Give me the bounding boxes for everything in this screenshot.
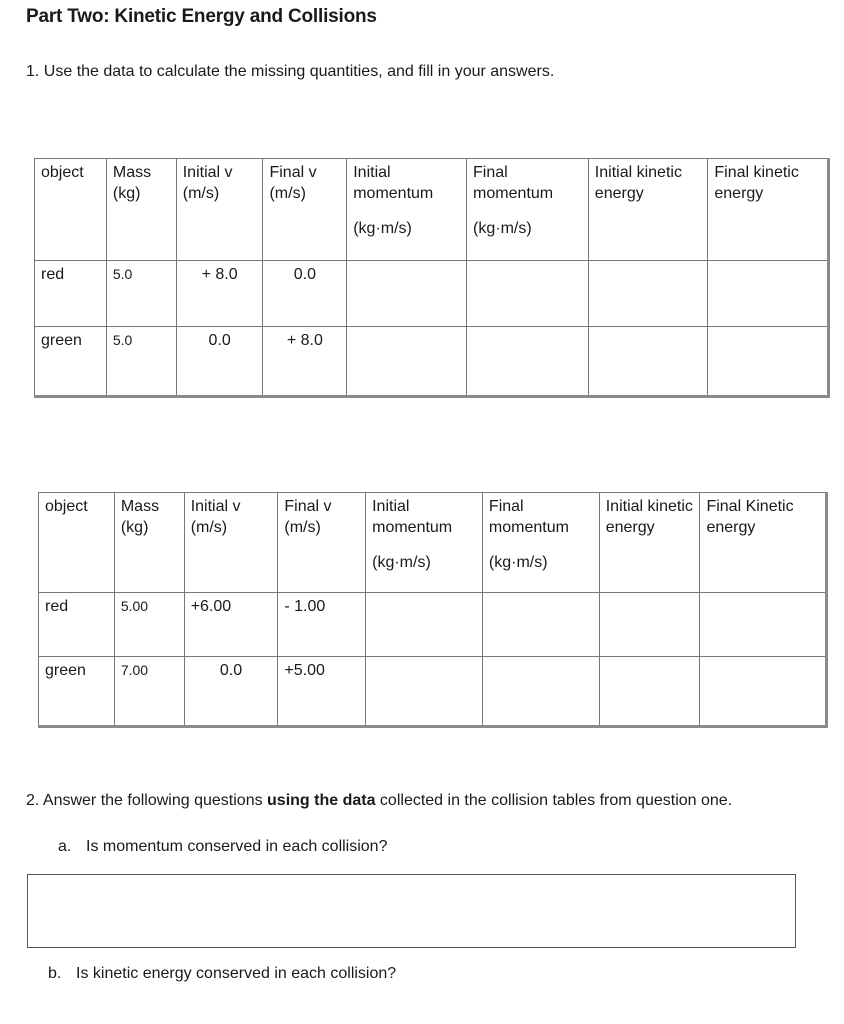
header-final-momentum-unit: (kg·m/s) xyxy=(488,554,548,571)
header-mass-unit: (kg) xyxy=(112,185,141,202)
cell-object: green xyxy=(35,327,107,397)
cell-mass: 7.00 xyxy=(114,657,184,727)
cell-object: red xyxy=(39,593,115,657)
cell-initial-momentum-blank[interactable] xyxy=(347,261,467,327)
header-initial-v-label: Initial v xyxy=(182,164,233,181)
cell-initial-momentum-blank[interactable] xyxy=(366,593,483,657)
cell-object: red xyxy=(35,261,107,327)
cell-final-ke-blank[interactable] xyxy=(700,593,827,657)
header-object: object xyxy=(39,493,115,593)
table-row xyxy=(39,593,827,657)
cell-final-v: - 1.00 xyxy=(278,593,366,657)
table-row xyxy=(39,657,827,727)
cell-initial-momentum-blank[interactable] xyxy=(366,657,483,727)
header-final-v-label: Final v xyxy=(269,164,317,181)
cell-initial-ke-blank[interactable] xyxy=(588,261,708,327)
cell-final-ke-blank[interactable] xyxy=(700,657,827,727)
cell-initial-v: + 8.0 xyxy=(176,261,263,327)
header-final-momentum-label: Final momentum xyxy=(473,164,554,202)
header-initial-momentum xyxy=(366,493,483,593)
cell-mass: 5.00 xyxy=(114,593,184,657)
table-header-row xyxy=(35,159,829,261)
header-final-v-label: Final v xyxy=(284,498,332,515)
cell-initial-v: 0.0 xyxy=(184,657,278,727)
cell-mass: 5.0 xyxy=(106,327,176,397)
header-initial-momentum-unit: (kg·m/s) xyxy=(353,220,412,237)
header-initial-v-label: Initial v xyxy=(190,498,241,515)
answer-box-2a[interactable] xyxy=(27,874,796,948)
header-initial-momentum-label: Initial momentum xyxy=(353,164,434,202)
header-initial-v xyxy=(176,159,263,261)
cell-initial-ke-blank[interactable] xyxy=(599,657,700,727)
header-final-ke: Final kinetic energy xyxy=(708,159,829,261)
cell-object: green xyxy=(39,657,115,727)
header-final-v-unit: (m/s) xyxy=(269,185,306,202)
header-object: object xyxy=(35,159,107,261)
collision-table-1 xyxy=(34,158,830,398)
cell-initial-v: +6.00 xyxy=(184,593,278,657)
cell-initial-ke-blank[interactable] xyxy=(599,593,700,657)
cell-final-momentum-blank[interactable] xyxy=(467,261,589,327)
header-mass-label: Mass xyxy=(112,164,152,181)
header-final-v xyxy=(263,159,347,261)
cell-final-momentum-blank[interactable] xyxy=(482,593,599,657)
cell-final-v: + 8.0 xyxy=(263,327,347,397)
cell-mass: 5.0 xyxy=(106,261,176,327)
cell-initial-v: 0.0 xyxy=(176,327,263,397)
table-header-row xyxy=(39,493,827,593)
question-2a-text: Is momentum conserved in each collision? xyxy=(86,838,388,855)
question-2b xyxy=(48,965,396,983)
header-initial-v-unit: (m/s) xyxy=(190,519,228,536)
cell-final-v: +5.00 xyxy=(278,657,366,727)
header-final-momentum xyxy=(482,493,599,593)
table-row xyxy=(35,261,829,327)
cell-final-momentum-blank[interactable] xyxy=(467,327,589,397)
cell-final-ke-blank[interactable] xyxy=(708,261,829,327)
header-initial-v-unit: (m/s) xyxy=(182,185,220,202)
collision-table-2 xyxy=(38,492,828,728)
table-row xyxy=(35,327,829,397)
question-2-prefix: 2. Answer the following questions xyxy=(26,792,268,809)
question-2-suffix: collected in the collision tables from question one. xyxy=(375,792,733,809)
header-initial-momentum-unit: (kg·m/s) xyxy=(372,554,431,571)
question-2b-text: Is kinetic energy conserved in each collision? xyxy=(76,965,397,982)
header-initial-v xyxy=(184,493,278,593)
header-initial-momentum xyxy=(347,159,467,261)
header-mass xyxy=(106,159,176,261)
cell-initial-momentum-blank[interactable] xyxy=(347,327,467,397)
header-initial-ke: Initial kinetic energy xyxy=(599,493,700,593)
cell-final-v: 0.0 xyxy=(263,261,347,327)
question-2a xyxy=(58,838,387,856)
header-final-momentum xyxy=(467,159,589,261)
question-2 xyxy=(26,789,816,812)
cell-final-momentum-blank[interactable] xyxy=(482,657,599,727)
header-initial-momentum-label: Initial momentum xyxy=(372,498,453,536)
cell-initial-ke-blank[interactable] xyxy=(588,327,708,397)
header-final-ke: Final Kinetic energy xyxy=(700,493,827,593)
question-2-emphasis: using the data xyxy=(267,792,376,809)
header-mass-label: Mass xyxy=(120,498,160,515)
header-mass-unit: (kg) xyxy=(120,519,149,536)
header-final-momentum-label: Final momentum xyxy=(488,498,569,536)
header-final-v xyxy=(278,493,366,593)
header-initial-ke: Initial kinetic energy xyxy=(588,159,708,261)
header-final-momentum-unit: (kg·m/s) xyxy=(473,220,532,237)
question-1: 1. Use the data to calculate the missing quantities, and fill in your answers. xyxy=(26,63,555,80)
question-2a-letter: a. xyxy=(58,838,72,855)
question-2b-letter: b. xyxy=(48,965,62,982)
header-mass xyxy=(114,493,184,593)
page-title: Part Two: Kinetic Energy and Collisions xyxy=(26,6,377,27)
header-final-v-unit: (m/s) xyxy=(284,519,321,536)
cell-final-ke-blank[interactable] xyxy=(708,327,829,397)
